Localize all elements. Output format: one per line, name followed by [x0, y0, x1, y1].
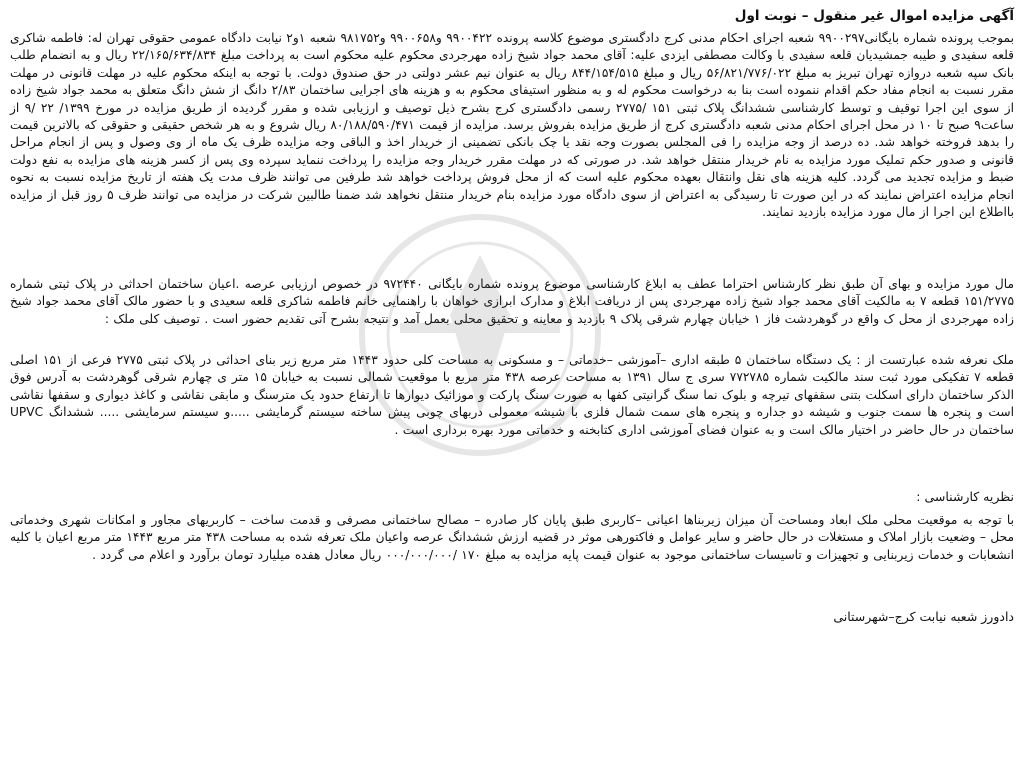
property-appraisal-paragraph: مال مورد مزایده و بهای آن طبق نظر کارشناس احتراما عطف به ابلاغ کارشناسی موضوع پرونده شماره بایگانی ۹۷۲۴۴۰ در خصوص ارزیابی عرصه .اعیان ساختمان احداثی در پلاک ثبتی شماره ۱۵۱/۲۷۷۵ قطعه ۷ به مالکیت آقای محمد جواد شیخ زاده مهرجردی پس از دریافت ابلاغ و مدارک ابرازی خواهان با راهنمایی خانم فاطمه شاکری قلعه سعیدی و با حضور مالک آقای محمد جواد شیخ زاده مهرجردی از محل ک واقع در گوهردشت فاز ۱ خیابان چهارم شرقی پلاک ۹ بازدید و معاینه و تحقیق محلی بعمل آمد و نتیجه بشرح آتی تقدیم حضور است . توصیف کلی ملک : — [10, 277, 1014, 326]
property-description-paragraph: ملک نعرفه شده عبارتست از : یک دستگاه ساختمان ۵ طبقه اداری –آموزشی –خدماتی – و مسکونی به مساحت کلی حدود ۱۴۴۳ متر مربع زیر بنای احداثی در پلاک ثبتی ۲۷۷۵ فرعی از ۱۵۱ اصلی قطعه ۷ تفکیکی مورد ثبت سند مالکیت شماره ۷۷۲۷۸۵ سری ج سال ۱۳۹۱ به مساحت عرصه ۴۳۸ متر مربع با موقعیت شمالی نسبت به خیابان ۱۵ متر ی چهارم شرقی گوهردشت به آدرس فوق الذکر ساختمان دارای اسکلت بتنی سقفهای تیرچه و بلوک نما سنگ گرانیتی کفها به صورت سنگ پارکت و موزائیک دیوارها تا ارتفاع حدود یک مترسنگ و مابقی نقاشی و کاغذ دیواری و سقفها نقاشی است و پنجره ها سمت جنوب و شیشه دو جداره و پنجره های سمت شمال فلزی با شیشه معمولی دربهای چوبی پیش ساخته سیستم گرمایشی .....و سیستم سرمایشی ..... ششدانگ UPVC ساختمان در حال حاضر در اختیار مالک است و به عنوان فضای آموزشی اداری کتابخنه و خدماتی مورد بهره برداری است . — [10, 353, 1015, 437]
notice-title: آگهی مزایده اموال غیر منقول – نوبت اول — [734, 8, 1014, 24]
expert-opinion-paragraph: با توجه به موقعیت محلی ملک ابعاد ومساحت آن میزان زیربناها اعیانی –کاربری طبق پایان کار صادره – مصالح ساختمانی مصرفی و قدمت ساخت – کاربریهای مجاور و امکانات شهری وخدماتی محل – وضعیت بازار املاک و مستغلات در حال حاضر و سایر عوامل و فاکتورهی موثر در قضیه ارزش ششدانگ عرصه واعیان ملک تعرفه شده به مساحت ۴۳۸ متر مربع ۱۴۴۳ متر مربع اعیان با کلیه انشعابات و خدمات زیربنایی و تجهیزات و تاسیسات ساختمانی موجود به عنوان قیمت پایه مزایده به مبلغ ۱۷۰ /۰۰۰/۰۰۰/۰۰۰ ریال معادل هفده میلیارد تومان برآورد و اعلام می گردد . — [10, 513, 1014, 562]
auction-notice — [10, 6, 1014, 755]
auction-details-paragraph: بموجب پرونده شماره بایگانی۹۹۰۰۲۹۷ شعبه اجرای احکام مدنی کرج دادگستری موضوع کلاسه پرونده ۹۹۰۰۴۲۲ و۹۹۰۰۶۵۸ و۹۸۱۷۵۲ شعبه ۱و۲ نیابت دادگاه عمومی حقوقی تهران له: فاطمه شاکری قلعه سفیدی و طیبه جمشیدیان قلعه سفیدی با وکالت مصطفی ایزدی علیه: آقای محمد جواد شیخ زاده مهرجردی محکوم علیه محکوم است به پرداخت مبلغ ۲۲/۱۶۵/۶۳۴/۸۳۴ ریال و به انضمام طلب بانک سپه شعبه دروازه تهران تبریز به مبلغ ۵۶/۸۲۱/۷۷۶/۰۲۲ ریال و مبلغ ۸۴۴/۱۵۴/۵۱۵ ریال به عنوان نیم عشر دولتی در حق صندوق دولت. با توجه به اینکه محکوم علیه در مهلت قانونی در مهلت مقرر نسبت به انجام مفاد حکم اقدام ننموده است بنا به درخواست محکوم له و به منظور استیفای محکوم به و هزینه های اجرایی ساختمان ۲/۸۳ دانگ از شش دانگ متعلق به محمد جواد شیخ زاده از سوی این اجرا توقیف و توسط کارشناسی ششدانگ پلاک ثبتی ۱۵۱ /۲۷۷۵ رسمی دادگستری کرج بشرح ذیل توصیف و ارزیابی شده و مقرر گردیده از طریق مزایده در مورخ ۱۳۹۹/ ۲۲ /۹ از ساعت۹ صبح تا ۱۰ در محل اجرای احکام مدنی شعبه دادگستری کرج از طریق مزایده بفروش برسد. مزایده از قیمت ۸۰/۱۸۸/۵۹۰/۴۷۱ ریال شروع و به هر شخص حقیقی و حقوقی که بالاترین قیمت را بدهد فروخته خواهد شد. ده درصد از وجه مزایده را فی المجلس بصورت وجه نقد یا چک بانکی تضمینی از خریدار اخذ و الباقی وجه مزایده ظرف یک ماه از وی وصول و پس از انجام مراحل قانونی و صدور حکم تملیک مورد مزایده به نام خریدار منتقل خواهد شد. در صورتی که در مهلت مقرر خریدار وجه مزایده را پرداخت ننماید سپرده وی پس از کسر هزینه های مزایده به نفع دولت ضبط و مزایده تجدید می گردد. کلیه هزینه های نقل وانتقال بعهده محکوم علیه است که از محل فروش پرداخت خواهد شد طرفین می توانند ظرف مدت یک هفته از تاریخ مزایده نسبت به نحوه انجام مزایده اعتراض نمایند که در این صورت تا رسیدگی به اعتراض از سوی دادگاه مورد مزایده بنام خریدار منتقل نخواهد شد ضمنا طالبین شرکت در مزایده می توانند ظرف ۵ روز قبل از مزایده بااطلاع این اجرا از مال مورد مزایده بازدید نمایند. — [10, 31, 1015, 220]
expert-opinion-heading: نظریه کارشناسی : — [916, 489, 1014, 504]
signature-line: دادورز شعبه نیابت کرج–شهرستانی — [833, 609, 1014, 624]
